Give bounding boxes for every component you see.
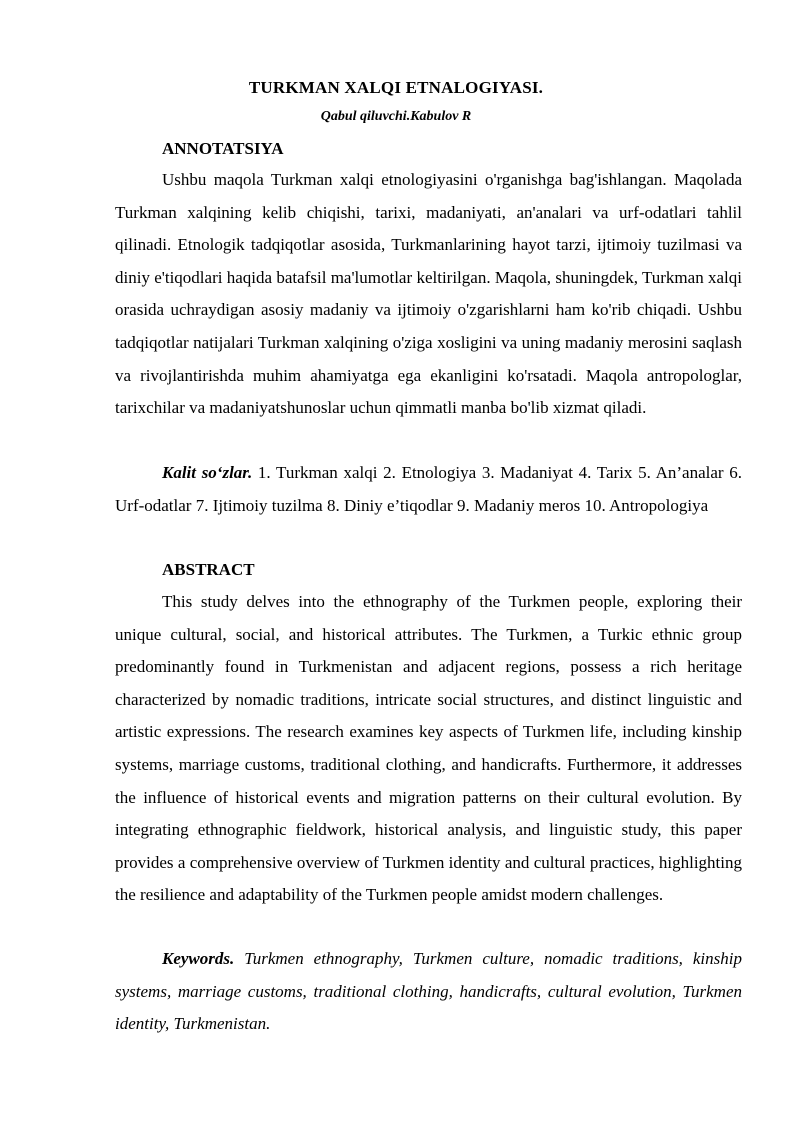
keywords-en-text: Turkmen ethnography, Turkmen culture, nomadic traditions, kinship systems, marriage customs, traditional clothing, handicrafts, cultural evolution, Turkmen identity, Turkmenistan. — [115, 949, 742, 1034]
annotation-heading: ANNOTATSIYA — [162, 139, 284, 158]
annotation-text: Ushbu maqola Turkman xalqi etnologiyasini o'rganishga bag'ishlangan. Maqolada Turkman xalqining kelib chiqishi, tarixi, madaniyati, an'analari va urf-odatlari tahlil qilinadi. Etnologik tadqiqotlar asosida, Turkmanlarining hayot tarzi, ijtimoiy tuzilmasi va diniy e'tiqodlari haqida batafsil ma'lumotlar keltirilgan. Maqola, shuningdek, Turkman xalqi orasida uchraydigan asosiy madaniy va ijtimoiy o'zgarishlarni ham ko'rib chiqadi. Ushbu tadqiqotlar natijalari Turkman xalqining o'ziga xosligini va uning madaniy merosini saqlash va rivojlantirishda muhim ahamiyatga ega ekanligini ko'rsatadi. Maqola antropologlar, tarixchilar va madaniyatshunoslar uchun qimmatli manba bo'lib xizmat qiladi. — [115, 170, 742, 418]
keywords-uz-text: 1. Turkman xalqi 2. Etnologiya 3. Madaniyat 4. Tarix 5. An’analar 6. Urf-odatlar 7. Ijtimoiy tuzilma 8. Diniy e’tiqodlar 9. Madaniy meros 10. Antropologiya — [115, 463, 742, 515]
author-line: Qabul qiluvchi.Kabulov R — [320, 109, 472, 124]
keywords-uz — [115, 457, 742, 522]
abstract-heading: ABSTRACT — [162, 560, 255, 579]
keywords-en — [115, 943, 742, 1041]
abstract-text: This study delves into the ethnography of the Turkmen people, exploring their unique cultural, social, and historical attributes. The Turkmen, a Turkic ethnic group predominantly found in Turkmenistan and adjacent regions, possess a rich heritage characterized by nomadic traditions, intricate social structures, and distinct linguistic and artistic expressions. The research examines key aspects of Turkmen life, including kinship systems, marriage customs, traditional clothing, and handicrafts. Furthermore, it addresses the influence of historical events and migration patterns on their cultural evolution. By integrating ethnographic fieldwork, historical analysis, and linguistic study, this paper provides a comprehensive overview of Turkmen identity and cultural practices, highlighting the resilience and adaptability of the Turkmen people amidst modern challenges. — [115, 592, 742, 905]
paper-title: TURKMAN XALQI ETNALOGIYASI. — [248, 78, 544, 97]
keywords-en-label: Keywords. — [162, 949, 235, 968]
keywords-uz-label: Kalit so‘zlar. — [162, 463, 253, 482]
